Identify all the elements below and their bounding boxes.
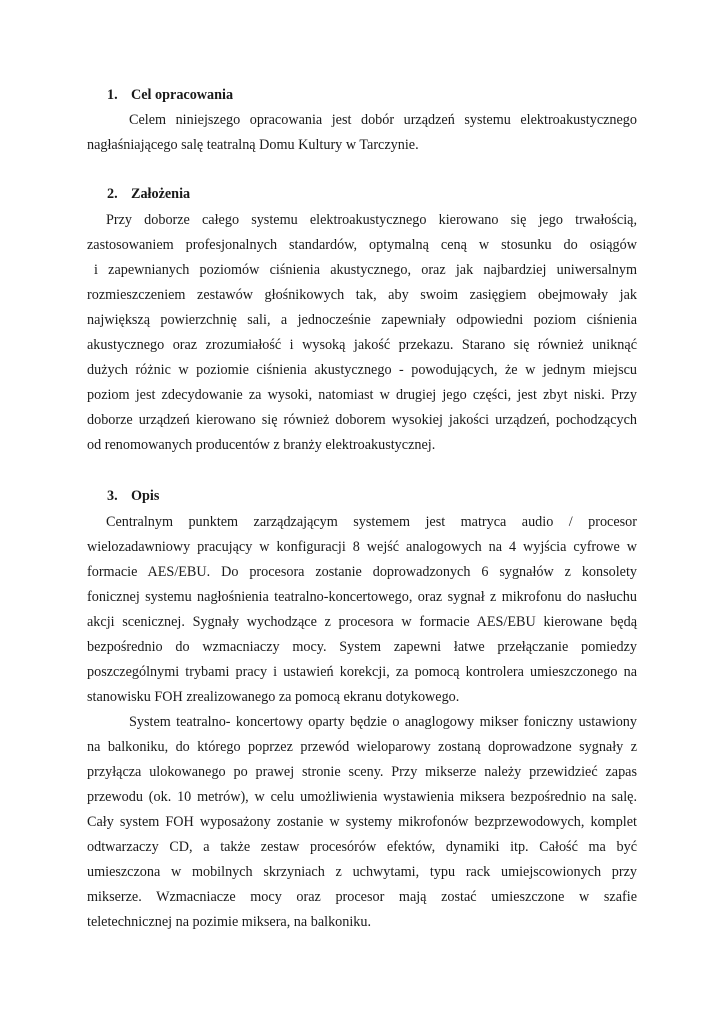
paragraph-line: System teatralno- koncertowy oparty będzie o anaglogowy mikser foniczny ustawiony: [129, 714, 637, 730]
paragraph-line: przewodu (ok. 10 metrów), w celu umożliwienia wystawienia miksera bezpośrednio na salę.: [87, 789, 637, 805]
section-number: 2.: [107, 186, 118, 202]
paragraph-line: teletechnicznej na pozimie miksera, na balkoniku.: [87, 914, 372, 930]
paragraph-line: poszczególnymi trybami pracy i ustawień korekcji, za pomocą kontrolera umieszczonego na: [87, 664, 637, 680]
section-title: Cel opracowania: [131, 87, 234, 103]
paragraph-line: od renomowanych producentów z branży elektroakustycznej.: [87, 437, 436, 453]
paragraph-line: zastosowaniem profesjonalnych standardów, optymalną ceną w stosunku do osiągów: [87, 237, 637, 253]
paragraph-line: formacie AES/EBU. Do procesora zostanie doprowadzonych 6 sygnałów z konsolety: [87, 564, 637, 580]
paragraph-line: na balkoniku, do którego poprzez przewód wieloparowy zostaną doprowadzone sygnały z: [87, 739, 637, 755]
section-3-heading: [107, 488, 159, 505]
paragraph-line: największą powierzchnię sali, a jednocześnie zapewniały odpowiedni poziom ciśnienia: [87, 312, 637, 328]
paragraph-line: bezpośrednio do wzmacniaczy mocy. System zapewni łatwe przełączanie pomiedzy: [87, 639, 637, 655]
section-number: 1.: [107, 87, 118, 103]
paragraph-line: fonicznej systemu nagłośnienia teatralno-koncertowego, oraz sygnał z mikrofonu do nasłuchu: [87, 589, 637, 605]
paragraph-line: Przy doborze całego systemu elektroakustycznego kierowano się jego trwałością,: [106, 212, 637, 228]
paragraph-line: wielozadawniowy pracujący w konfiguracji 8 wejść analogowych na 4 wyjścia cyfrowe w: [87, 539, 637, 555]
paragraph-line: rozmieszczeniem zestawów głośnikowych tak, aby swoim zasięgiem obejmowały jak: [87, 287, 637, 303]
paragraph-line: Cały system FOH wyposażony zostanie w systemy mikrofonów bezprzewodowych, komplet: [87, 814, 637, 830]
paragraph-line: akcji scenicznej. Sygnały wychodzące z procesora w formacie AES/EBU kierowane będą: [87, 614, 637, 630]
paragraph-line: Centralnym punktem zarządzającym systemem jest matryca audio / procesor: [106, 514, 637, 530]
paragraph-line: przyłącza ulokowanego po prawej stronie sceny. Przy mikserze należy przewidzieć zapas: [87, 764, 637, 780]
paragraph-line: dużych różnic w poziomie ciśnienia akustycznego - powodujących, że w jednym miejscu: [87, 362, 637, 378]
paragraph-line: mikserze. Wzmacniacze mocy oraz procesor mają zostać umieszczone w szafie: [87, 889, 637, 905]
paragraph-line: Celem niniejszego opracowania jest dobór urządzeń systemu elektroakustycznego: [129, 112, 637, 128]
paragraph-line: umieszczona w mobilnych skrzyniach z uchwytami, typu rack umiejscowionych przy: [87, 864, 637, 880]
section-2-heading: [107, 186, 190, 203]
paragraph-line: i zapewnianych poziomów ciśnienia akustycznego, oraz jak najbardziej uniwersalnym: [94, 262, 637, 278]
paragraph-line: doborze urządzeń kierowano się również doborem wysokiej jakości urządzeń, pochodzących: [87, 412, 637, 428]
paragraph-line: poziom jest zdecydowanie za wysoki, natomiast w drugiej jego części, jest zbyt niski. Przy: [87, 387, 637, 403]
paragraph-line: odtwarzaczy CD, a także zestaw procesórów efektów, dynamiki itp. Całość ma być: [87, 839, 637, 855]
section-title: Opis: [131, 488, 160, 504]
section-number: 3.: [107, 488, 118, 504]
paragraph-line: akustycznego oraz zrozumiałość i wysoką jakość przekazu. Starano się również uniknąć: [87, 337, 637, 353]
paragraph-line: nagłaśniającego salę teatralną Domu Kultury w Tarczynie.: [87, 137, 419, 153]
section-1-heading: [107, 87, 233, 104]
section-title: Założenia: [131, 186, 191, 202]
paragraph-line: stanowisku FOH zrealizowanego za pomocą ekranu dotykowego.: [87, 689, 460, 705]
